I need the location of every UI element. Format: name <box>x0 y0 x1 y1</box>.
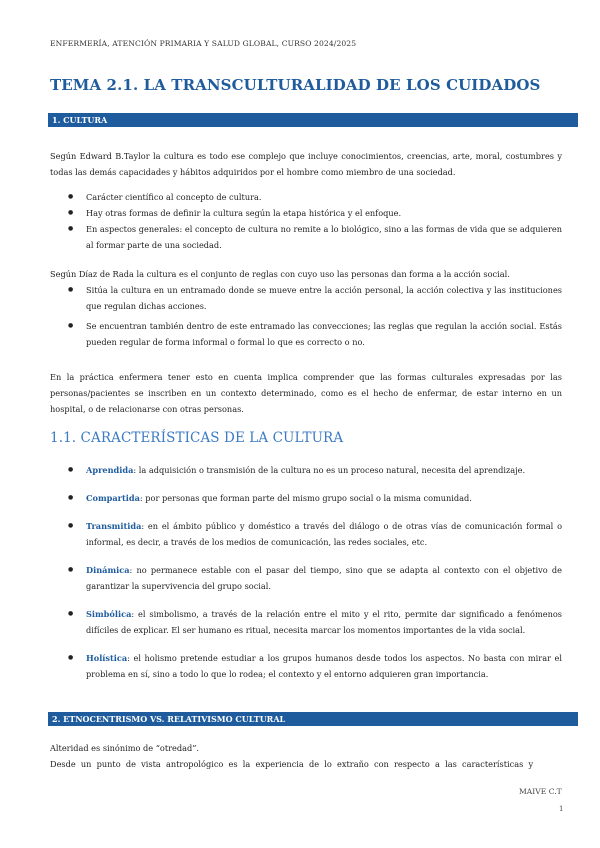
cultura-bullet-list <box>50 189 562 253</box>
term-description: : en el ámbito público y doméstico a través del diálogo o de otras vías de comunicación formal o informal, es decir, a través de los medios de comunicación, las redes sociales, etc. <box>86 521 562 547</box>
term-label: Transmitida <box>86 521 142 531</box>
list-item <box>50 606 562 638</box>
term-description: : el simbolismo, a través de la relación entre el mito y el rito, permite dar significado a fenómenos difíciles de explicar. El ser humano es ritual, necesita marcar los momentos importantes de la vida social. <box>86 609 562 635</box>
footer-author: MAIVE C.T <box>519 787 562 796</box>
term-description: : por personas que forman parte del mismo grupo social o la misma comunidad. <box>139 493 472 503</box>
term-label: Simbólica <box>86 609 132 619</box>
list-item <box>50 562 562 594</box>
list-item: ● Hay otras formas de definir la cultura según la etapa histórica y el enfoque. <box>50 205 562 221</box>
taylor-paragraph: Según Edward B.Taylor la cultura es todo ese complejo que incluye conocimientos, creencias, arte, moral, costumbres y todas las demás capacidades y hábitos adquiridos por el hombre como miembro de una sociedad. <box>50 151 562 177</box>
diaz-bullet-list <box>50 282 562 350</box>
section-heading-cultura: 1. CULTURA <box>48 113 578 127</box>
section-heading-etnocentrismo: 2. ETNOCENTRISMO VS. RELATIVISMO CULTURAL <box>48 712 578 726</box>
list-item <box>50 462 562 478</box>
list-item: ● Sitúa la cultura en un entramado donde se mueve entre la acción personal, la acción colectiva y las instituciones que regulan dichas acciones. <box>50 282 562 314</box>
antropologico-line: Desde un punto de vista antropológico es la experiencia de lo extraño con respecto a las características y <box>50 759 534 769</box>
diaz-paragraph: Según Díaz de Rada la cultura es el conjunto de reglas con cuyo uso las personas dan forma a la acción social. <box>50 269 510 279</box>
term-description: : no permanece estable con el pasar del tiempo, sino que se adapta al contexto con el objetivo de garantizar la supervivencia del grupo social. <box>86 565 562 591</box>
page-title: TEMA 2.1. LA TRANSCULTURALIDAD DE LOS CUIDADOS <box>50 76 541 94</box>
list-item <box>50 650 562 682</box>
term-description: : el holismo pretende estudiar a los grupos humanos desde todos los aspectos. No basta con mirar el problema en sí, sino a todo lo que lo rodea; el contexto y el entorno adquieren gran importancia. <box>86 653 562 679</box>
subsection-heading: 1.1. CARACTERÍSTICAS DE LA CULTURA <box>50 430 344 446</box>
list-item <box>50 518 562 550</box>
running-header: ENFERMERÍA, ATENCIÓN PRIMARIA Y SALUD GLOBAL, CURSO 2024/2025 <box>50 39 357 48</box>
list-item <box>50 490 562 506</box>
characteristics-list <box>50 462 562 682</box>
list-item: ● En aspectos generales: el concepto de cultura no remite a lo biológico, sino a las formas de vida que se adquieren al formar parte de una sociedad. <box>50 221 562 253</box>
term-description: : la adquisición o transmisión de la cultura no es un proceso natural, necesita del aprendizaje. <box>133 465 526 475</box>
list-item: ● Se encuentran también dentro de este entramado las convecciones; las reglas que regulan la acción social. Estás pueden regular de forma informal o formal lo que es correcto o no. <box>50 318 562 350</box>
practice-paragraph: En la práctica enfermera tener esto en cuenta implica comprender que las formas culturales expresadas por las personas/pacientes se inscriben en un contexto determinado, como es el hecho de enfermar, de estar interno en un hospital, o de relacionarse con otras personas. <box>50 372 562 414</box>
list-item: ● Carácter científico al concepto de cultura. <box>50 189 562 205</box>
term-label: Compartida <box>86 493 140 503</box>
term-label: Aprendida <box>86 465 134 475</box>
alteridad-line: Alteridad es sinónimo de “otredad”. <box>50 743 200 753</box>
page-number: 1 <box>559 805 564 813</box>
term-label: Holística <box>86 653 128 663</box>
term-label: Dinámica <box>86 565 130 575</box>
